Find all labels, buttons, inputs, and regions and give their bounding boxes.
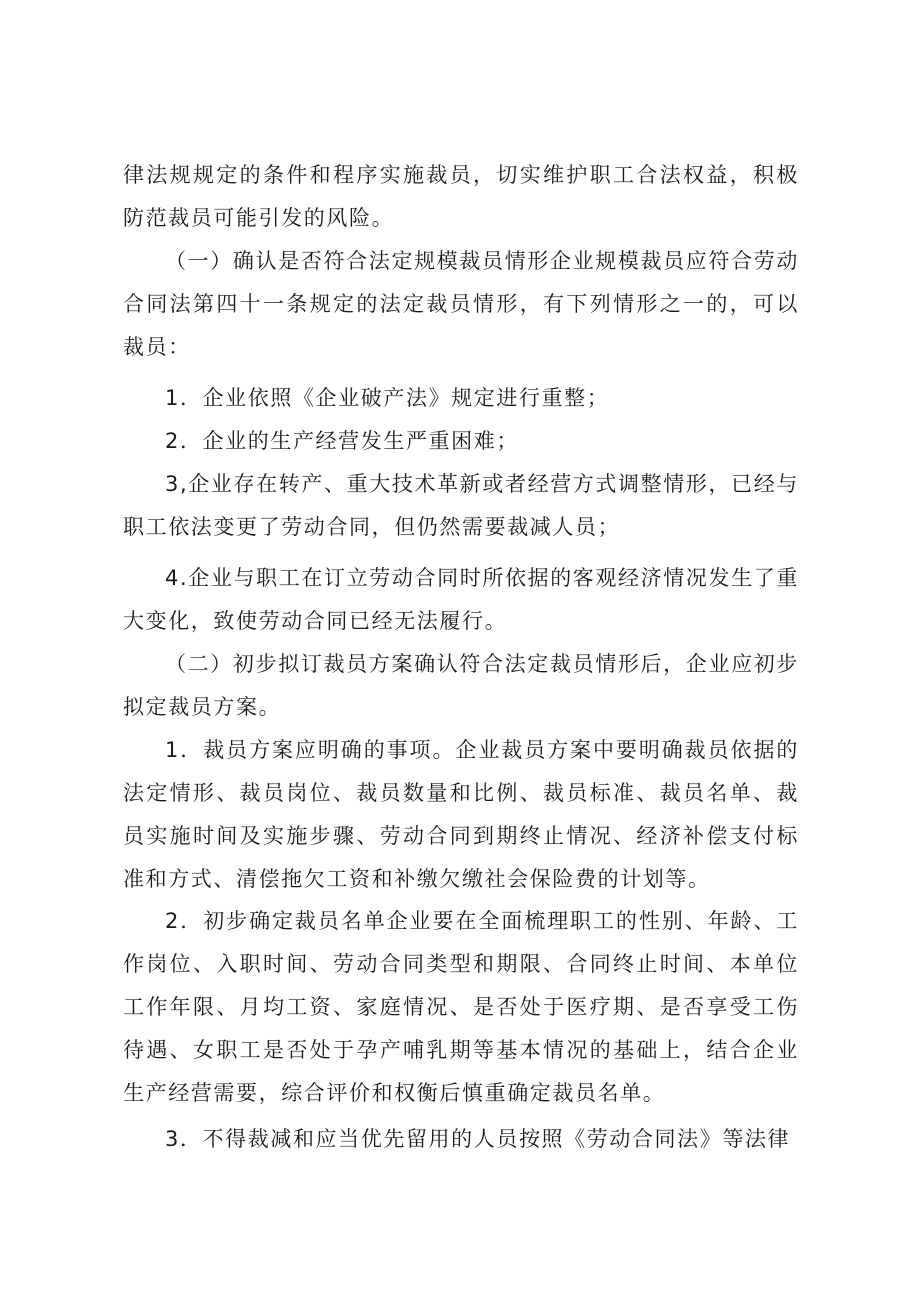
paragraph-item-2: 2．企业的生产经营发生严重困难； bbox=[165, 429, 519, 453]
paragraph-item-4: 4.企业与职工在订立劳动合同时所依据的客观经济情况发生了重大变化，致使劳动合同已经无法履行。 bbox=[123, 566, 799, 633]
paragraph-section-2: （二）初步拟订裁员方案确认符合法定裁员情形后，企业应初步拟定裁员方案。 bbox=[123, 652, 799, 719]
paragraph-item-3: 3,企业存在转产、重大技术革新或者经营方式调整情形，已经与职工依法变更了劳动合同，但仍然需要裁减人员； bbox=[123, 472, 799, 539]
paragraph-plan-item-1: 1．裁员方案应明确的事项。企业裁员方案中要明确裁员依据的法定情形、裁员岗位、裁员数量和比例、裁员标准、裁员名单、裁员实施时间及实施步骤、劳动合同到期终止情况、经济补偿支付标准和方式、清偿拖欠工资和补缴欠缴社会保险费的计划等。 bbox=[123, 738, 799, 891]
paragraph-continuation: 律法规规定的条件和程序实施裁员，切实维护职工合法权益，积极防范裁员可能引发的风险。 bbox=[123, 163, 799, 230]
paragraph-plan-item-2: 2．初步确定裁员名单企业要在全面梳理职工的性别、年龄、工作岗位、入职时间、劳动合同类型和期限、合同终止时间、本单位工作年限、月均工资、家庭情况、是否处于医疗期、是否享受工伤待遇、女职工是否处于孕产哺乳期等基本情况的基础上，结合企业生产经营需要，综合评价和权衡后慎重确定裁员名单。 bbox=[123, 909, 799, 1105]
paragraph-item-1: 1．企业依照《企业破产法》规定进行重整； bbox=[165, 386, 610, 410]
paragraph-plan-item-3: 3．不得裁减和应当优先留用的人员按照《劳动合同法》等法律 bbox=[165, 1127, 791, 1151]
paragraph-section-1: （一）确认是否符合法定规模裁员情形企业规模裁员应符合劳动合同法第四十一条规定的法定裁员情形，有下列情形之一的，可以裁员： bbox=[123, 249, 799, 359]
